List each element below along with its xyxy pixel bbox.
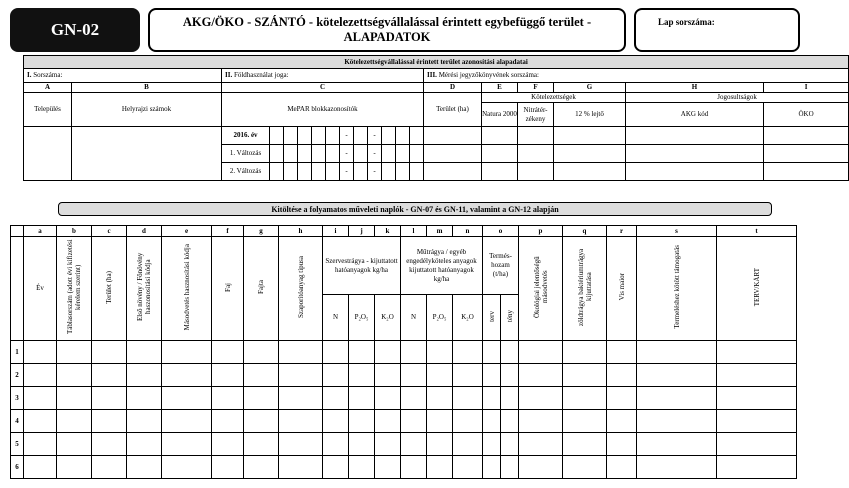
table-cell[interactable]	[349, 364, 375, 387]
table-cell[interactable]	[401, 364, 427, 387]
table-cell[interactable]	[127, 364, 162, 387]
table-cell[interactable]	[212, 364, 244, 387]
nutrient-p2o5: P₂O₅	[349, 295, 375, 341]
area-identification-table	[23, 55, 849, 181]
table-cell[interactable]	[212, 387, 244, 410]
table-cell[interactable]	[24, 341, 57, 364]
table-cell[interactable]	[563, 364, 607, 387]
cell-helyrajzi[interactable]	[72, 127, 222, 181]
table-cell[interactable]	[717, 341, 797, 364]
table-cell[interactable]	[637, 341, 717, 364]
table-cell[interactable]	[563, 341, 607, 364]
nutrient-n: N	[323, 295, 349, 341]
row-label-2016: 2016. év	[222, 127, 270, 145]
header-zoldtragya: zöldtrágya baktériumtrágya kijuttatása	[576, 248, 593, 326]
table-cell[interactable]	[637, 387, 717, 410]
header-ev: Év	[24, 237, 57, 341]
title-line-1: AKG/ÖKO - SZÁNTÓ - kötelezettségvállalással érintett egybefüggő terület -	[182, 15, 592, 29]
col-letter-G: G	[554, 83, 626, 93]
table-cell[interactable]	[607, 456, 637, 479]
table-cell[interactable]	[162, 456, 212, 479]
field-meresi-roman: III.	[427, 71, 437, 79]
table-cell[interactable]	[607, 410, 637, 433]
table-cell[interactable]	[563, 433, 607, 456]
col-letter-d: d	[127, 226, 162, 237]
header-fonoveny-kod: Elsô növény / Fônövény haszonosítási kódja	[136, 252, 152, 322]
header-nitrat: Nitrátér-zékeny	[518, 103, 554, 127]
table-cell[interactable]	[453, 433, 483, 456]
table-cell[interactable]	[607, 433, 637, 456]
table-cell[interactable]	[375, 456, 401, 479]
table-cell[interactable]	[349, 456, 375, 479]
table-cell[interactable]	[279, 410, 323, 433]
header-tablasorszam: Táblasorszám (adott évi kifizetési kérelem szerint)	[66, 239, 82, 335]
table-cell[interactable]	[563, 456, 607, 479]
row-label-valtozas-2: 2. Változás	[222, 163, 270, 181]
table-cell[interactable]	[427, 341, 453, 364]
col-letter-h: h	[279, 226, 323, 237]
table-cell[interactable]	[427, 410, 453, 433]
nutrient-k2o: K₂O	[453, 295, 483, 341]
col-letter-n: n	[453, 226, 483, 237]
form-code: GN-02	[10, 8, 140, 52]
table-cell[interactable]	[519, 341, 563, 364]
table-cell[interactable]	[24, 364, 57, 387]
header-mepar: MePAR blokkazonosítók	[222, 93, 424, 127]
table-cell[interactable]	[127, 341, 162, 364]
table-cell[interactable]	[279, 387, 323, 410]
table-cell[interactable]	[127, 456, 162, 479]
table-row	[11, 433, 797, 456]
col-letter-F: F	[518, 83, 554, 93]
dash: -	[340, 145, 354, 163]
table-cell[interactable]	[427, 456, 453, 479]
col-letter-o: o	[483, 226, 519, 237]
table-cell[interactable]	[375, 410, 401, 433]
col-letter-a: a	[24, 226, 57, 237]
group-kotelezettsegek: Kötelezettségek	[482, 93, 626, 103]
header-lejto: 12 % lejtő	[554, 103, 626, 127]
table-cell[interactable]	[563, 387, 607, 410]
col-letter-r: r	[607, 226, 637, 237]
form-title	[148, 8, 626, 52]
table-cell[interactable]	[279, 364, 323, 387]
table-cell[interactable]	[563, 410, 607, 433]
field-meresi-jegyzokonyv[interactable]	[424, 69, 849, 83]
table-cell[interactable]	[279, 341, 323, 364]
table-cell[interactable]	[375, 364, 401, 387]
table-cell[interactable]	[24, 387, 57, 410]
lap-sorszama-box[interactable]	[634, 8, 800, 52]
col-letter-k: k	[375, 226, 401, 237]
table-cell[interactable]	[212, 456, 244, 479]
col-letter-I: I	[764, 83, 849, 93]
table-cell[interactable]	[212, 433, 244, 456]
col-letter-b: b	[57, 226, 92, 237]
table-cell[interactable]	[279, 456, 323, 479]
table-cell[interactable]	[323, 364, 349, 387]
table-cell[interactable]	[519, 410, 563, 433]
field-sorszama-roman: I.	[27, 71, 32, 79]
field-sorszama-label: Sorszáma:	[33, 71, 63, 79]
cell-telepules[interactable]	[24, 127, 72, 181]
table-cell[interactable]	[501, 364, 519, 387]
col-letter-m: m	[427, 226, 453, 237]
section-bar: Kitöltése a folyamatos műveleti naplók - GN-07 és GN-11, valamint a GN-12 alapján	[58, 202, 772, 216]
field-foldhasznalat-label: Földhasználat joga:	[233, 71, 289, 79]
col-letter-t: t	[717, 226, 797, 237]
table-cell[interactable]	[453, 364, 483, 387]
lap-sorszama-label: Lap sorszáma:	[658, 17, 715, 27]
table-cell[interactable]	[57, 410, 92, 433]
field-foldhasznalat-roman: II.	[225, 71, 233, 79]
table-cell[interactable]	[607, 387, 637, 410]
table-cell[interactable]	[92, 433, 127, 456]
table-cell[interactable]	[127, 387, 162, 410]
table-cell[interactable]	[483, 341, 501, 364]
col-letter-g: g	[244, 226, 279, 237]
table-cell[interactable]	[349, 387, 375, 410]
nutrient-n: N	[401, 295, 427, 341]
table-cell[interactable]	[349, 433, 375, 456]
col-letter-D: D	[424, 83, 482, 93]
table-cell[interactable]	[244, 364, 279, 387]
header-fajta: Fajta	[257, 280, 265, 294]
col-letter-c: c	[92, 226, 127, 237]
header-helyrajzi: Helyrajzi számok	[72, 93, 222, 127]
table-cell[interactable]	[501, 387, 519, 410]
row-number: 5	[11, 433, 24, 456]
col-letter-e: e	[162, 226, 212, 237]
col-letter-p: p	[519, 226, 563, 237]
table-cell[interactable]	[375, 387, 401, 410]
table-cell[interactable]	[323, 387, 349, 410]
table-cell[interactable]	[483, 433, 501, 456]
top-table-heading: Kötelezettségvállalással érintett terület azonosítási alapadatai	[24, 56, 849, 69]
row-number: 6	[11, 456, 24, 479]
table-cell[interactable]	[717, 456, 797, 479]
table-cell[interactable]	[57, 341, 92, 364]
header-masodvetes-kod: Másodvetés hasznosítási kódja	[182, 243, 191, 331]
table-cell[interactable]	[127, 410, 162, 433]
col-letter-i: i	[323, 226, 349, 237]
table-cell[interactable]	[162, 364, 212, 387]
dash: -	[368, 145, 382, 163]
header-termeshozam: Termés-hozam (t/ha)	[483, 237, 519, 295]
col-letter-B: B	[72, 83, 222, 93]
header-oko: ÖKO	[764, 103, 849, 127]
table-cell[interactable]	[279, 433, 323, 456]
col-letter-s: s	[637, 226, 717, 237]
table-cell[interactable]	[92, 364, 127, 387]
table-cell[interactable]	[501, 433, 519, 456]
table-row	[11, 410, 797, 433]
table-cell[interactable]	[323, 456, 349, 479]
row-number: 3	[11, 387, 24, 410]
table-cell[interactable]	[375, 341, 401, 364]
header-szervestragya: Szervestrágya - kijuttatott hatóanyagok kg/ha	[323, 237, 401, 295]
table-cell[interactable]	[637, 364, 717, 387]
table-cell[interactable]	[24, 456, 57, 479]
col-letter-C: C	[222, 83, 424, 93]
table-cell[interactable]	[453, 387, 483, 410]
group-jogosultsagok: Jogosultságok	[626, 93, 849, 103]
table-cell[interactable]	[519, 387, 563, 410]
header-akg-kod: AKG kód	[626, 103, 764, 127]
header-faj: Faj	[223, 282, 232, 292]
table-cell[interactable]	[637, 456, 717, 479]
table-cell[interactable]	[162, 387, 212, 410]
header-terulet-ha: Terület (ha)	[105, 270, 113, 304]
table-cell[interactable]	[92, 456, 127, 479]
table-cell[interactable]	[519, 364, 563, 387]
col-letter-A: A	[24, 83, 72, 93]
operations-table	[10, 225, 797, 479]
table-cell[interactable]	[401, 433, 427, 456]
table-cell[interactable]	[717, 387, 797, 410]
table-cell[interactable]	[92, 410, 127, 433]
table-cell[interactable]	[323, 433, 349, 456]
field-sorszama[interactable]	[24, 69, 222, 83]
col-letter-f: f	[212, 226, 244, 237]
table-cell[interactable]	[244, 433, 279, 456]
table-cell[interactable]	[501, 456, 519, 479]
table-cell[interactable]	[349, 410, 375, 433]
table-cell[interactable]	[427, 433, 453, 456]
dash: -	[368, 163, 382, 181]
table-cell[interactable]	[637, 410, 717, 433]
table-cell[interactable]	[244, 456, 279, 479]
col-letter-j: j	[349, 226, 375, 237]
table-cell[interactable]	[483, 364, 501, 387]
table-cell[interactable]	[57, 456, 92, 479]
header-szaporitoanyag: Szaporítóanyag típusa	[296, 255, 305, 318]
table-cell[interactable]	[717, 364, 797, 387]
table-cell[interactable]	[244, 341, 279, 364]
header-termeleshez-kotott: Termeléshez kötött támogatás	[672, 245, 681, 329]
table-cell[interactable]	[349, 341, 375, 364]
yield-teny: tény	[505, 309, 514, 323]
header-mutragya: Műtrágya / egyéb engedélyköteles anyagok kijuttatott hatóanyagok kg/ha	[401, 237, 483, 295]
header-okologiai-masodvetes: Ökológiai jelentőségű másodvetés	[532, 256, 549, 318]
table-cell[interactable]	[519, 456, 563, 479]
table-cell[interactable]	[401, 387, 427, 410]
table-cell[interactable]	[212, 341, 244, 364]
table-cell[interactable]	[607, 364, 637, 387]
table-cell[interactable]	[453, 456, 483, 479]
header-terulet: Terület (ha)	[424, 93, 482, 127]
table-cell[interactable]	[244, 387, 279, 410]
table-cell[interactable]	[717, 410, 797, 433]
table-row	[11, 341, 797, 364]
table-cell[interactable]	[57, 433, 92, 456]
table-cell[interactable]	[162, 410, 212, 433]
table-cell[interactable]	[375, 433, 401, 456]
table-cell[interactable]	[24, 410, 57, 433]
header-terv-kart: TERV/KÁRT	[752, 267, 761, 307]
row-label-valtozas-1: 1. Változás	[222, 145, 270, 163]
table-cell[interactable]	[162, 341, 212, 364]
table-cell[interactable]	[519, 433, 563, 456]
table-cell[interactable]	[57, 364, 92, 387]
table-cell[interactable]	[453, 410, 483, 433]
col-letter-H: H	[626, 83, 764, 93]
table-row	[11, 387, 797, 410]
table-cell[interactable]	[401, 456, 427, 479]
table-cell[interactable]	[637, 433, 717, 456]
table-cell[interactable]	[453, 341, 483, 364]
table-cell[interactable]	[323, 341, 349, 364]
field-foldhasznalat[interactable]	[222, 69, 424, 83]
table-cell[interactable]	[212, 410, 244, 433]
nutrient-k2o: K₂O	[375, 295, 401, 341]
table-cell[interactable]	[607, 341, 637, 364]
table-cell[interactable]	[717, 433, 797, 456]
table-cell[interactable]	[427, 364, 453, 387]
table-cell[interactable]	[401, 341, 427, 364]
table-cell[interactable]	[483, 387, 501, 410]
header-natura: Natura 2000	[482, 103, 518, 127]
col-letter-l: l	[401, 226, 427, 237]
table-cell[interactable]	[162, 433, 212, 456]
dash: -	[340, 163, 354, 181]
field-meresi-label: Mérési jegyzőkönyvének sorszáma:	[438, 71, 539, 79]
table-cell[interactable]	[501, 410, 519, 433]
header-telepules: Település	[24, 93, 72, 127]
col-letter-E: E	[482, 83, 518, 93]
table-cell[interactable]	[427, 387, 453, 410]
dash: -	[368, 127, 382, 145]
table-row	[11, 456, 797, 479]
table-cell[interactable]	[483, 456, 501, 479]
table-cell[interactable]	[24, 433, 57, 456]
table-cell[interactable]	[323, 410, 349, 433]
table-cell[interactable]	[127, 433, 162, 456]
col-letter-q: q	[563, 226, 607, 237]
table-cell[interactable]	[92, 341, 127, 364]
dash: -	[340, 127, 354, 145]
table-row	[11, 364, 797, 387]
header-vis-maior: Vis maior	[617, 273, 626, 301]
table-cell[interactable]	[401, 410, 427, 433]
table-cell[interactable]	[57, 387, 92, 410]
yield-terv: terv	[487, 310, 496, 322]
table-cell[interactable]	[244, 410, 279, 433]
table-cell[interactable]	[483, 410, 501, 433]
table-cell[interactable]	[501, 341, 519, 364]
row-number: 1	[11, 341, 24, 364]
row-number: 4	[11, 410, 24, 433]
table-cell[interactable]	[92, 387, 127, 410]
row-number: 2	[11, 364, 24, 387]
nutrient-p2o5: P₂O₅	[427, 295, 453, 341]
title-line-2: ALAPADATOK	[343, 30, 431, 44]
